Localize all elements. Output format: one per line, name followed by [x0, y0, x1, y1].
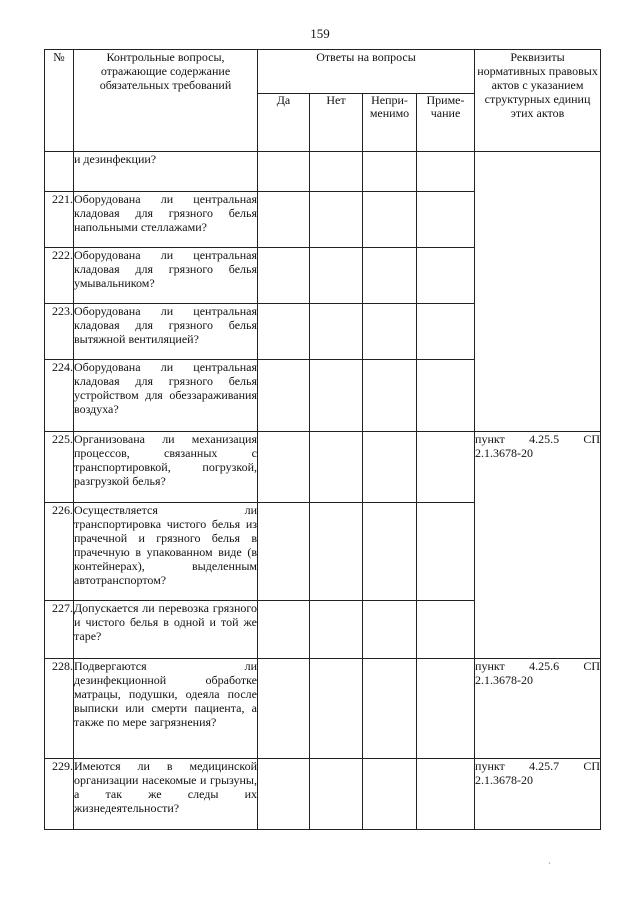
row-number: 222.: [45, 248, 74, 304]
requisites-cell: [475, 659, 601, 759]
row-number: 226.: [45, 503, 74, 601]
answer-not-applicable-cell[interactable]: [363, 360, 417, 432]
requisite-act-type: СП: [583, 432, 601, 446]
answer-yes-cell[interactable]: [258, 601, 310, 659]
answer-not-applicable-cell[interactable]: [363, 759, 417, 830]
row-question: и дезинфекции?: [74, 152, 258, 192]
requisite-reference: [475, 759, 600, 773]
answer-note-cell[interactable]: [417, 304, 475, 360]
row-number: 223.: [45, 304, 74, 360]
row-question: Оборудована ли центральная кладовая для грязного белья напольными стеллажами?: [74, 192, 258, 248]
header-question: Контрольные вопросы, отражающие содержание обязательных требований: [74, 50, 258, 152]
scan-speck: ˎ: [548, 854, 551, 864]
answer-yes-cell[interactable]: [258, 503, 310, 601]
row-number: 227.: [45, 601, 74, 659]
table-row: [45, 759, 601, 830]
table-row: [45, 659, 601, 759]
row-number: 224.: [45, 360, 74, 432]
requisite-act-number: 2.1.3678-20: [475, 446, 534, 460]
answer-yes-cell[interactable]: [258, 248, 310, 304]
requisites-cell: [475, 432, 601, 659]
answer-no-cell[interactable]: [310, 360, 363, 432]
requisites-cell: [475, 759, 601, 830]
answer-not-applicable-cell[interactable]: [363, 432, 417, 503]
answer-note-cell[interactable]: [417, 432, 475, 503]
page-number: 159: [310, 26, 330, 41]
answer-note-cell[interactable]: [417, 503, 475, 601]
requisite-item-label: пункт: [475, 759, 505, 773]
row-question: Оборудована ли центральная кладовая для грязного белья устройством для обеззараживания воздуха?: [74, 360, 258, 432]
answer-not-applicable-cell[interactable]: [363, 248, 417, 304]
row-number: 229.: [45, 759, 74, 830]
row-number: [45, 152, 74, 192]
requisites-cell: [475, 152, 601, 432]
header-not-applicable: Непри- менимо: [363, 94, 417, 152]
row-number: 221.: [45, 192, 74, 248]
requisite-item-label: пункт: [475, 432, 505, 446]
header-requisites: Реквизиты нормативных правовых актов с указанием структурных единиц этих актов: [475, 50, 601, 152]
answer-not-applicable-cell[interactable]: [363, 503, 417, 601]
header-no: Нет: [310, 94, 363, 152]
answer-note-cell[interactable]: [417, 759, 475, 830]
requisite-item-number: 4.25.7: [529, 759, 560, 773]
answer-no-cell[interactable]: [310, 659, 363, 759]
answer-note-cell[interactable]: [417, 192, 475, 248]
requisite-act-number: 2.1.3678-20: [475, 773, 534, 787]
checklist-table: [44, 49, 601, 830]
row-question: Оборудована ли центральная кладовая для грязного белья умывальником?: [74, 248, 258, 304]
answer-yes-cell[interactable]: [258, 432, 310, 503]
answer-not-applicable-cell[interactable]: [363, 152, 417, 192]
requisite-act-type: СП: [583, 659, 601, 673]
answer-no-cell[interactable]: [310, 601, 363, 659]
row-question: Подвергаются ли дезинфекционной обработке матрацы, подушки, одеяла после выписки или смерти пациента, а также по мере загрязнения?: [74, 659, 258, 759]
answer-note-cell[interactable]: [417, 601, 475, 659]
answer-yes-cell[interactable]: [258, 659, 310, 759]
row-question: Оборудована ли центральная кладовая для грязного белья вытяжной вентиляцией?: [74, 304, 258, 360]
header-number: №: [45, 50, 74, 152]
answer-not-applicable-cell[interactable]: [363, 601, 417, 659]
table-row: [45, 432, 601, 503]
header-note: Приме- чание: [417, 94, 475, 152]
requisite-item-label: пункт: [475, 659, 505, 673]
answer-not-applicable-cell[interactable]: [363, 659, 417, 759]
answer-no-cell[interactable]: [310, 759, 363, 830]
requisite-reference: [475, 432, 600, 446]
answer-note-cell[interactable]: [417, 360, 475, 432]
requisite-item-number: 4.25.5: [529, 432, 560, 446]
header-answers: Ответы на вопросы: [258, 50, 475, 94]
answer-note-cell[interactable]: [417, 248, 475, 304]
answer-no-cell[interactable]: [310, 432, 363, 503]
answer-note-cell[interactable]: [417, 152, 475, 192]
row-question: Организована ли механизация процессов, связанных с транспортировкой, погрузкой, разгрузкой белья?: [74, 432, 258, 503]
row-question: Имеются ли в медицинской организации насекомые и грызуны, а так же следы их жизнедеятельности?: [74, 759, 258, 830]
requisite-act-type: СП: [583, 759, 601, 773]
answer-no-cell[interactable]: [310, 152, 363, 192]
answer-yes-cell[interactable]: [258, 304, 310, 360]
answer-no-cell[interactable]: [310, 304, 363, 360]
header-yes: Да: [258, 94, 310, 152]
answer-yes-cell[interactable]: [258, 192, 310, 248]
requisite-act-number: 2.1.3678-20: [475, 673, 534, 687]
answer-yes-cell[interactable]: [258, 360, 310, 432]
requisite-item-number: 4.25.6: [529, 659, 560, 673]
answer-no-cell[interactable]: [310, 503, 363, 601]
requisite-reference: [475, 659, 600, 673]
row-question: Допускается ли перевозка грязного и чистого белья в одной и той же таре?: [74, 601, 258, 659]
answer-yes-cell[interactable]: [258, 152, 310, 192]
row-question: Осуществляется ли транспортировка чистого белья из прачечной и грязного белья в прачечную в упакованном виде (в контейнерах), выделенным автотранспортом?: [74, 503, 258, 601]
answer-no-cell[interactable]: [310, 192, 363, 248]
row-number: 228.: [45, 659, 74, 759]
answer-note-cell[interactable]: [417, 659, 475, 759]
answer-yes-cell[interactable]: [258, 759, 310, 830]
answer-no-cell[interactable]: [310, 248, 363, 304]
row-number: 225.: [45, 432, 74, 503]
answer-not-applicable-cell[interactable]: [363, 192, 417, 248]
answer-not-applicable-cell[interactable]: [363, 304, 417, 360]
table-row: [45, 152, 601, 192]
